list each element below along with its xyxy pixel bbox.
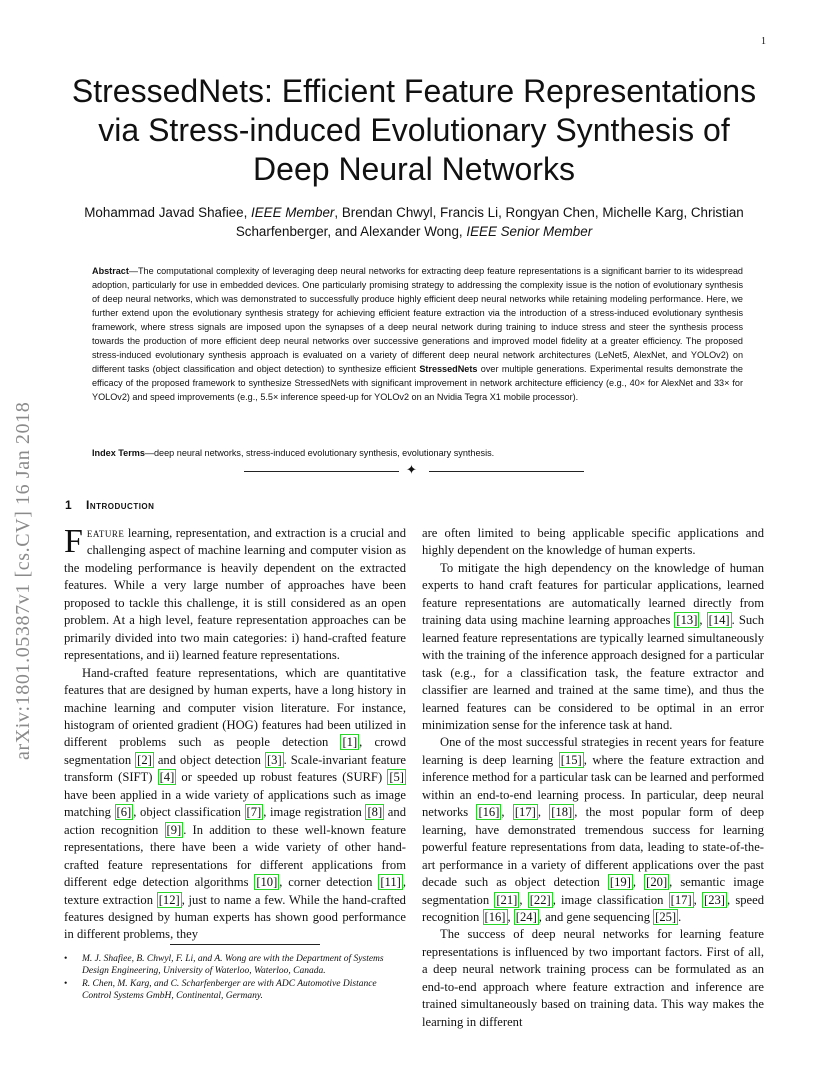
text-span: , [501,805,513,820]
citation-link[interactable]: [16] [484,909,506,924]
text-span: have been applied in a wide variety of applications such as image matching [64,787,406,820]
text-span: , [693,892,702,907]
citation-link[interactable]: [24] [515,909,537,924]
citation-link[interactable]: [15] [560,752,582,767]
text-span: To mitigate the high dependency on the knowledge of human experts to hand craft features for particular applications, learned feature representations are automatically learned directly from training data using machine learning approaches [422,560,764,628]
text-span: , crowd segmentation [64,735,406,767]
citation-link[interactable]: [14] [708,613,730,628]
author-list [60,203,768,241]
section-number: 1 [65,498,72,512]
text-span: , [537,805,550,820]
text-span: One of the most successful strategies in recent years for feature learning is deep learning [422,735,764,767]
footnote-affiliation-1 [64,953,406,978]
author-text-2: , Brendan Chwyl, Francis Li, Rongyan Chen, Michelle Karg, Christian Scharfenberger, and Alexander Wong, [235,205,744,239]
citation-link[interactable]: [6] [116,805,132,820]
paragraph [64,665,406,944]
index-terms [92,446,743,460]
text-span: or speeded up robust features (SURF) [176,770,388,785]
citation-link[interactable]: [20] [646,875,668,890]
abstract-text-2: over multiple generations. Experimental results demonstrate the efficacy of the proposed framework to synthesize StressedNets with significant improvement in network architecture efficiency (e.g., 40× for AlexNet and 33× for YOLOv2) and speed improvements (e.g., 5.5× inference speed-up for YOLOv2 on an Nvidia Tegra X1 mobile processor). [92,364,743,403]
citation-link[interactable]: [23] [704,892,725,907]
paragraph-text: learning, representation, and extraction is a crucial and challenging aspect of machine learning and computer vision as the modeling performance is heavily dependent on the extracted features. While a very large number of approaches have been proposed to tackle this challenge, it is still considered as an open problem. At a high level, feature representation approaches can be primarily divided into two main categories: i) hand-crafted feature representations, and ii) learned feature representations. [64,526,406,663]
paper-title: StressedNets: Efficient Feature Representations via Stress-induced Evolutionary Synthesis of Deep Neural Networks [71,73,757,187]
text-span: . Scale-invariant feature transform (SIFT) [64,752,406,785]
citation-link[interactable]: [5] [389,770,404,785]
citation-link[interactable]: [9] [166,822,182,837]
author-text-1: Mohammad Javad Shafiee, [84,205,252,220]
footnotes [64,953,406,1003]
citation-link[interactable]: [17] [670,892,692,907]
citation-link[interactable]: [11] [380,875,401,890]
abstract [92,264,743,404]
author-role-2: IEEE Senior Member [466,224,593,239]
citation-link[interactable]: [18] [551,805,573,820]
text-span: , the most popular form of deep learning, have demonstrated tremendous success for learning powerful feature representations from data, leading to state-of-the-art performance in a variety of different applications over the past decade such as object detection [422,805,764,890]
citation-link[interactable]: [3] [266,752,282,767]
text-span: , semantic image segmentation [422,875,765,907]
section-separator [244,463,584,479]
text-span: , speed recognition [422,892,765,924]
citation-link[interactable]: [8] [367,805,383,820]
bullet-icon: • [64,978,68,989]
text-span: , [632,875,645,890]
right-column [422,525,764,1031]
paragraph: are often limited to being applicable specific applications and highly dependent on the knowledge of human experts. [422,526,764,558]
citation-link[interactable]: [12] [158,892,180,907]
text-span: , corner detection [279,875,379,890]
footnote-text: R. Chen, M. Karg, and C. Scharfenberger are with ADC Automotive Distance Control Systems GmbH, Continental, Germany. [82,978,377,1002]
footnote-affiliation-2 [64,978,406,1003]
text-span: , and gene sequencing [538,909,654,924]
citation-link[interactable]: [13] [676,613,698,628]
citation-link[interactable]: [22] [529,892,551,907]
page-number: 1 [761,36,766,47]
text-span: , [519,892,528,907]
citation-link[interactable]: [16] [478,805,500,820]
citation-link[interactable]: [2] [137,752,152,767]
citation-link[interactable]: [17] [514,805,536,820]
paragraph: The success of deep neural networks for learning feature representations is influenced by two important factors. First of all, a deep neural network training process can be formulated as an end-to-end approach where feature extraction and inference are trained simultaneously based on training data. This way makes the learning in different [422,927,764,1029]
paragraph [422,734,764,926]
citation-link[interactable]: [7] [246,805,262,820]
text-span: Hand-crafted feature representations, which are quantitative features that are designed by human experts, have a long history in machine learning and computer vision literature. For instance, histogram of oriented gradient (HOG) features had been utilized in different problems such as people detection [64,665,406,750]
section-title: Introduction [85,498,155,512]
text-span: , [507,909,514,924]
diamond-icon: ✦ [406,463,417,478]
index-terms-label: Index Terms [92,448,145,458]
drop-cap: F [64,523,83,560]
citation-link[interactable]: [1] [342,735,358,750]
bullet-icon: • [64,954,68,964]
paragraph [64,525,406,665]
text-span: , [699,613,707,628]
citation-link[interactable]: [25] [655,909,677,924]
author-role-1: IEEE Member [251,205,335,220]
arxiv-stamp[interactable]: arXiv:1801.05387v1 [cs.CV] 16 Jan 2018 [12,401,34,760]
citation-link[interactable]: [21] [496,892,518,907]
text-span: . Such learned feature representations are typically learned simultaneously with the training of the inference approach designed for a particular task (e.g., for a classification task, the feature extractor and classifier are learned and trained at the same time), and thus the learned features can be considered to be optimal in an error minimization sense for the inference task at hand. [422,613,765,732]
footnote-rule [170,944,320,945]
index-terms-text: —deep neural networks, stress-induced evolutionary synthesis, evolutionary synthesis. [144,448,495,458]
text-span: , texture extraction [64,875,406,907]
abstract-label: Abstract [92,266,129,276]
footnote-text: M. J. Shafiee, B. Chwyl, F. Li, and A. Wong are with the Department of Systems Design Engineering, University of Waterloo, Waterloo, Canada. [82,954,384,977]
abstract-text-1: —The computational complexity of leveraging deep neural networks for extracting deep feature representations is a significant barrier to its widespread adoption, particularly for use in embedded devices. One particularly promising strategy to addressing the complexity issue is the notion of evolutionary synthesis of deep neural networks, which was demonstrated to successfully produce highly efficient deep neural networks while retaining modeling performance. Here, we further extend upon the evolutionary synthesis strategy for achieving efficient feature extraction via the introduction of a stress-induced evolutionary synthesis framework, where stress signals are imposed upon the synapses of a deep neural network during training to induce stress and steer the synthesis process towards the production of more efficient deep neural networks over successive generations and improved model fidelity at a greater efficiency. The proposed stress-induced evolutionary synthesis approach is evaluated on a variety of different deep neural network architectures (LeNet5, AlexNet, and YOLOv2) on different tasks (object classification and object detection) to synthesize efficient [92,266,743,375]
citation-link[interactable]: [4] [159,770,175,785]
text-span: . In addition to these well-known feature representations, there have been a wide variety of other hand-crafted feature representations for different applications from different edge detection algorithms [64,822,406,890]
text-span: , just to name a few. While the hand-crafted features designed by human experts has shown good performance in different problems, they [64,892,406,942]
citation-link[interactable]: [19] [609,875,631,890]
text-span: and action recognition [64,805,406,837]
paragraph [422,560,764,735]
left-column [64,525,406,944]
separator-line-right [429,471,584,472]
text-span: , image registration [263,805,366,820]
abstract-emphasis: StressedNets [419,364,478,375]
citation-link[interactable]: [10] [256,875,278,890]
text-span: , image classification [552,892,669,907]
separator-line-left [244,471,399,472]
section-heading [65,498,154,512]
text-span: , where the feature extraction and inference method for a particular task can be learned and performed within an end-to-end learning process. In particular, deep neural networks [422,752,765,820]
text-span: . [678,909,682,924]
text-span: , object classification [133,805,245,820]
smallcaps-word: eature [86,526,125,540]
text-span: and object detection [153,752,265,767]
